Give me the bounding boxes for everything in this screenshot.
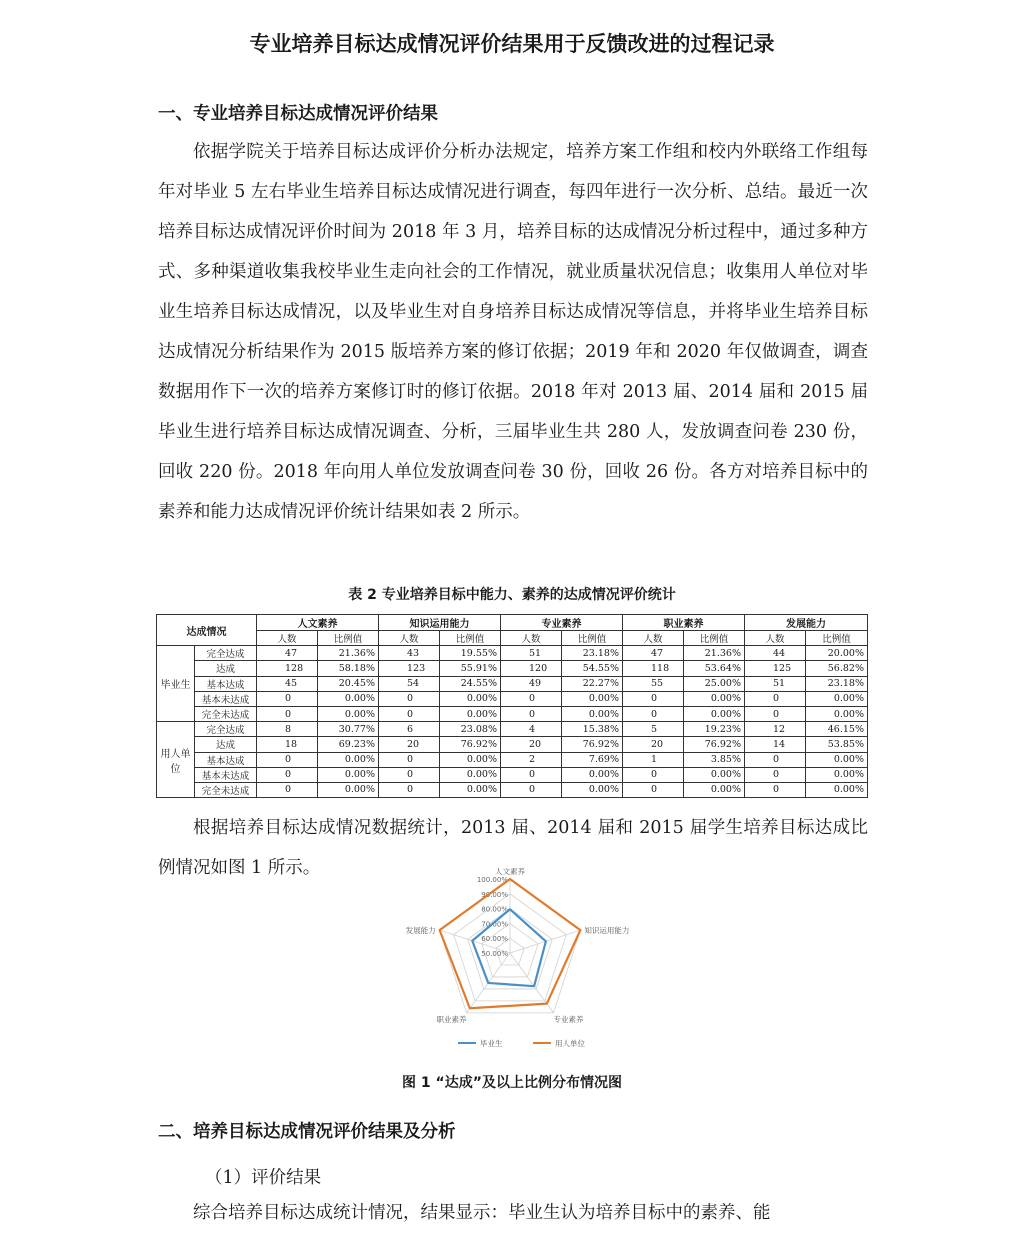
ratio-cell: 0.00% — [562, 691, 623, 706]
table-subheader-row — [157, 631, 868, 646]
radar-axis-label: 专业素养 — [553, 1014, 584, 1024]
ratio-cell: 0.00% — [684, 782, 745, 797]
ratio-cell: 0.00% — [684, 691, 745, 706]
table-row — [157, 676, 868, 691]
table-row — [157, 706, 868, 721]
level-label: 基本未达成 — [195, 767, 257, 782]
ratio-header: 比例值 — [562, 631, 623, 646]
count-cell: 0 — [745, 782, 806, 797]
ratio-cell: 46.15% — [806, 722, 868, 737]
radar-axis-label: 知识运用能力 — [584, 926, 630, 936]
level-label: 完全未达成 — [195, 782, 257, 797]
count-cell: 0 — [379, 691, 440, 706]
count-cell: 1 — [623, 752, 684, 767]
ratio-cell: 0.00% — [562, 767, 623, 782]
count-cell: 0 — [745, 691, 806, 706]
ratio-header: 比例值 — [440, 631, 501, 646]
table-row — [157, 752, 868, 767]
count-cell: 118 — [623, 661, 684, 676]
count-cell: 20 — [623, 737, 684, 752]
count-cell: 0 — [257, 706, 318, 721]
category-header: 专业素养 — [501, 615, 623, 631]
count-cell: 0 — [623, 767, 684, 782]
radar-chart — [378, 868, 648, 1053]
ratio-cell: 58.18% — [318, 661, 379, 676]
table-row — [157, 691, 868, 706]
table-row — [157, 722, 868, 737]
corner-header: 达成情况 — [157, 615, 257, 646]
count-cell: 0 — [379, 752, 440, 767]
count-cell: 14 — [745, 737, 806, 752]
ratio-cell: 0.00% — [806, 782, 868, 797]
ratio-cell: 76.92% — [440, 737, 501, 752]
count-cell: 47 — [257, 646, 318, 661]
document-title: 专业培养目标达成情况评价结果用于反馈改进的过程记录 — [249, 32, 775, 56]
count-header: 人数 — [501, 631, 562, 646]
count-cell: 49 — [501, 676, 562, 691]
radar-tick-label: 80.00% — [481, 905, 508, 914]
radar-tick-label: 90.00% — [481, 890, 508, 899]
ratio-cell: 23.18% — [562, 646, 623, 661]
table-caption: 表 2 专业培养目标中能力、素养的达成情况评价统计 — [348, 587, 676, 603]
section-2-paragraph: 综合培养目标达成统计情况，结果显示：毕业生认为培养目标中的素养、能 — [193, 1203, 771, 1223]
ratio-cell: 21.36% — [318, 646, 379, 661]
count-cell: 6 — [379, 722, 440, 737]
ratio-cell: 21.36% — [684, 646, 745, 661]
table-row — [157, 782, 868, 797]
count-cell: 0 — [379, 767, 440, 782]
count-cell: 0 — [257, 752, 318, 767]
count-cell: 0 — [501, 706, 562, 721]
count-cell: 0 — [257, 691, 318, 706]
ratio-cell: 0.00% — [318, 752, 379, 767]
level-label: 基本达成 — [195, 676, 257, 691]
count-cell: 47 — [623, 646, 684, 661]
count-header: 人数 — [623, 631, 684, 646]
radar-legend — [458, 1038, 585, 1048]
count-cell: 44 — [745, 646, 806, 661]
ratio-cell: 0.00% — [440, 691, 501, 706]
ratio-cell: 19.55% — [440, 646, 501, 661]
ratio-cell: 56.82% — [806, 661, 868, 676]
ratio-cell: 0.00% — [684, 767, 745, 782]
ratio-cell: 55.91% — [440, 661, 501, 676]
count-cell: 128 — [257, 661, 318, 676]
count-cell: 54 — [379, 676, 440, 691]
ratio-cell: 0.00% — [440, 782, 501, 797]
table-header-row — [157, 615, 868, 631]
count-cell: 0 — [745, 706, 806, 721]
ratio-cell: 0.00% — [318, 691, 379, 706]
ratio-cell: 53.85% — [806, 737, 868, 752]
level-label: 完全达成 — [195, 646, 257, 661]
ratio-cell: 0.00% — [684, 706, 745, 721]
count-cell: 125 — [745, 661, 806, 676]
ratio-cell: 0.00% — [562, 782, 623, 797]
radar-tick-label: 50.00% — [481, 950, 508, 958]
radar-axis-label: 发展能力 — [405, 926, 436, 936]
legend-label: 毕业生 — [480, 1039, 503, 1048]
category-header: 知识运用能力 — [379, 615, 501, 631]
ratio-cell: 3.85% — [684, 752, 745, 767]
radar-tick-label: 100.00% — [476, 876, 508, 884]
count-header: 人数 — [745, 631, 806, 646]
count-cell: 0 — [501, 767, 562, 782]
ratio-cell: 20.00% — [806, 646, 868, 661]
section-2-subheading: （1）评价结果 — [205, 1168, 322, 1188]
ratio-cell: 0.00% — [440, 767, 501, 782]
count-cell: 0 — [257, 782, 318, 797]
ratio-cell: 22.27% — [562, 676, 623, 691]
table-body — [157, 646, 868, 798]
group-label: 用人单位 — [157, 722, 195, 798]
ratio-cell: 0.00% — [562, 706, 623, 721]
ratio-cell: 54.55% — [562, 661, 623, 676]
section-1-paragraph: 依据学院关于培养目标达成评价分析办法规定，培养方案工作组和校内外联络工作组每年对毕业 5 左右毕业生培养目标达成情况进行调查，每四年进行一次分析、总结。最近一次培养目标达成情况评价时间为 2018 年 3 月，培养目标的达成情况分析过程中，通过多种方式、多种渠道收集我校毕业生走向社会的工作情况，就业质量状况信息；收集用人单位对毕业生培养目标达成情况，以及毕业生对自身培养目标达成情况等信息，并将毕业生培养目标达成情况分析结果作为 2015 版培养方案的修订依据；2019 年和 2020 年仅做调查，调查数据用作下一次的培养方案修订时的修订依据。2018 年对 2013 届、2014 届和 2015 届毕业生进行培养目标达成情况调查、分析，三届毕业生共 280 人，发放调查问卷 230 份，回收 220 份。2018 年向用人单位发放调查问卷 30 份，回收 26 份。各方对培养目标中的素养和能力达成情况评价统计结果如表 2 所示。 — [158, 142, 868, 522]
count-cell: 0 — [501, 782, 562, 797]
count-cell: 5 — [623, 722, 684, 737]
count-cell: 2 — [501, 752, 562, 767]
group-label: 毕业生 — [157, 646, 195, 722]
table-row — [157, 646, 868, 661]
ratio-cell: 15.38% — [562, 722, 623, 737]
count-cell: 45 — [257, 676, 318, 691]
radar-tick-label: 70.00% — [481, 920, 508, 929]
count-cell: 0 — [257, 767, 318, 782]
ratio-cell: 23.08% — [440, 722, 501, 737]
count-header: 人数 — [379, 631, 440, 646]
count-cell: 12 — [745, 722, 806, 737]
count-cell: 0 — [623, 706, 684, 721]
ratio-header: 比例值 — [806, 631, 868, 646]
count-cell: 0 — [623, 691, 684, 706]
ratio-cell: 0.00% — [318, 767, 379, 782]
count-cell: 18 — [257, 737, 318, 752]
ratio-cell: 19.23% — [684, 722, 745, 737]
ratio-cell: 0.00% — [806, 767, 868, 782]
level-label: 基本达成 — [195, 752, 257, 767]
table-row — [157, 767, 868, 782]
legend-label: 用人单位 — [555, 1039, 585, 1048]
count-cell: 20 — [379, 737, 440, 752]
ratio-cell: 53.64% — [684, 661, 745, 676]
radar-grid — [440, 879, 581, 1013]
radar-tick-labels — [477, 876, 508, 958]
ratio-cell: 7.69% — [562, 752, 623, 767]
ratio-cell: 69.23% — [318, 737, 379, 752]
ratio-cell: 76.92% — [562, 737, 623, 752]
radar-tick-label: 60.00% — [481, 935, 508, 944]
count-cell: 120 — [501, 661, 562, 676]
count-cell: 0 — [745, 767, 806, 782]
ratio-cell: 0.00% — [318, 706, 379, 721]
ratio-cell: 0.00% — [440, 752, 501, 767]
section-1-heading: 一、专业培养目标达成情况评价结果 — [158, 104, 438, 124]
level-label: 达成 — [195, 737, 257, 752]
count-cell: 8 — [257, 722, 318, 737]
level-label: 完全达成 — [195, 722, 257, 737]
count-cell: 0 — [623, 782, 684, 797]
table-row — [157, 661, 868, 676]
count-cell: 123 — [379, 661, 440, 676]
count-cell: 4 — [501, 722, 562, 737]
ratio-header: 比例值 — [318, 631, 379, 646]
radar-axis-label: 人文素养 — [495, 868, 525, 876]
section-2-heading: 二、培养目标达成情况评价结果及分析 — [158, 1122, 456, 1142]
ratio-cell: 20.45% — [318, 676, 379, 691]
radar-axis-label: 职业素养 — [436, 1014, 467, 1024]
count-cell: 0 — [501, 691, 562, 706]
count-cell: 0 — [379, 706, 440, 721]
category-header: 发展能力 — [745, 615, 868, 631]
level-label: 完全未达成 — [195, 706, 257, 721]
count-cell: 55 — [623, 676, 684, 691]
ratio-cell: 0.00% — [318, 782, 379, 797]
radar-axis-labels — [406, 868, 630, 1024]
after-table-paragraph: 根据培养目标达成情况数据统计，2013 届、2014 届和 2015 届学生培养目标达成比例情况如图 1 所示。 — [158, 818, 868, 878]
category-header: 职业素养 — [623, 615, 745, 631]
ratio-cell: 0.00% — [806, 752, 868, 767]
ratio-header: 比例值 — [684, 631, 745, 646]
figure-caption: 图 1 “达成”及以上比例分布情况图 — [402, 1075, 622, 1091]
level-label: 基本未达成 — [195, 691, 257, 706]
ratio-cell: 24.55% — [440, 676, 501, 691]
ratio-cell: 23.18% — [806, 676, 868, 691]
ratio-cell: 76.92% — [684, 737, 745, 752]
stats-table — [156, 614, 868, 798]
table-row — [157, 737, 868, 752]
level-label: 达成 — [195, 661, 257, 676]
count-cell: 20 — [501, 737, 562, 752]
count-cell: 0 — [745, 752, 806, 767]
count-cell: 51 — [501, 646, 562, 661]
ratio-cell: 0.00% — [806, 691, 868, 706]
ratio-cell: 0.00% — [806, 706, 868, 721]
ratio-cell: 25.00% — [684, 676, 745, 691]
ratio-cell: 30.77% — [318, 722, 379, 737]
count-cell: 51 — [745, 676, 806, 691]
category-header: 人文素养 — [257, 615, 379, 631]
count-cell: 43 — [379, 646, 440, 661]
ratio-cell: 0.00% — [440, 706, 501, 721]
count-header: 人数 — [257, 631, 318, 646]
count-cell: 0 — [379, 782, 440, 797]
